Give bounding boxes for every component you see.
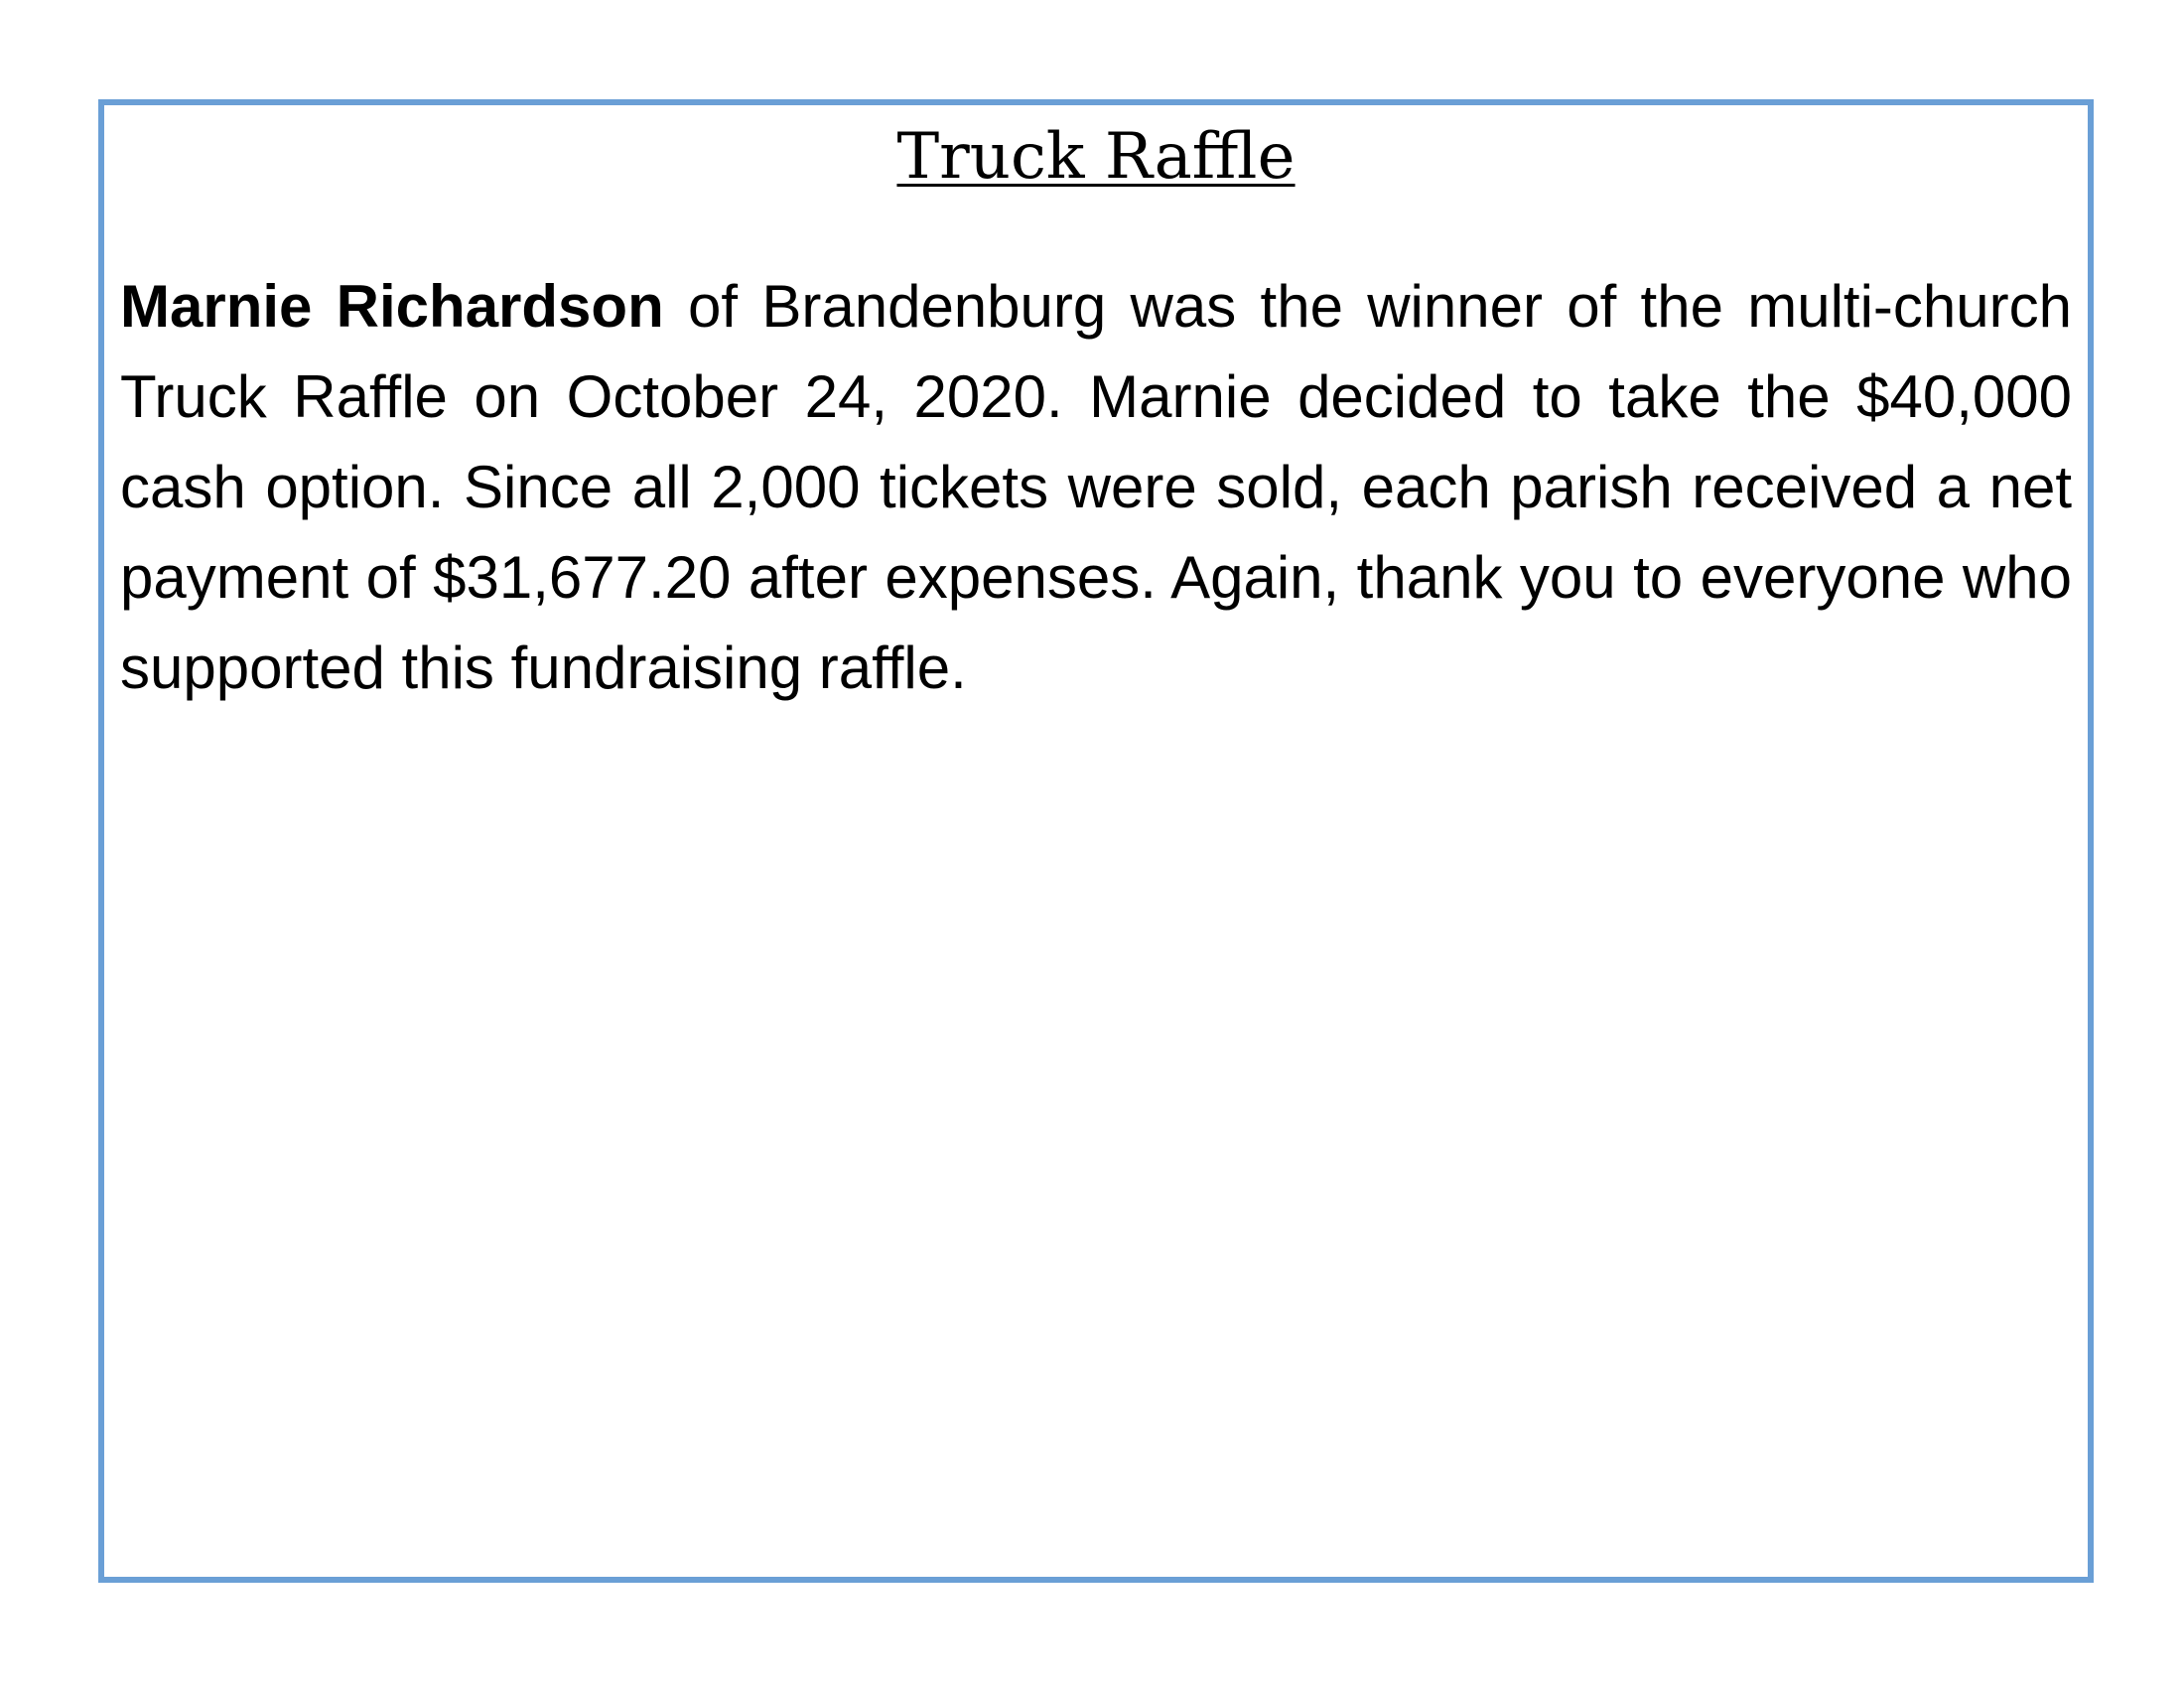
winner-name: Marnie Richardson xyxy=(120,273,664,340)
notice-box xyxy=(98,99,2094,1583)
notice-title xyxy=(104,119,2088,196)
notice-body-text: of Brandenburg was the winner of the multi-church Truck Raffle on October 24, 2020. Marnie decided to take the $40,000 cash option. Since all 2,000 tickets were sold, each parish received a net payment of $31,677.20 after expenses. Again, thank you to everyone who supported this fundraising raffle. xyxy=(120,273,2072,701)
notice-body xyxy=(120,261,2072,713)
notice-title-text: Truck Raffle xyxy=(896,120,1296,194)
